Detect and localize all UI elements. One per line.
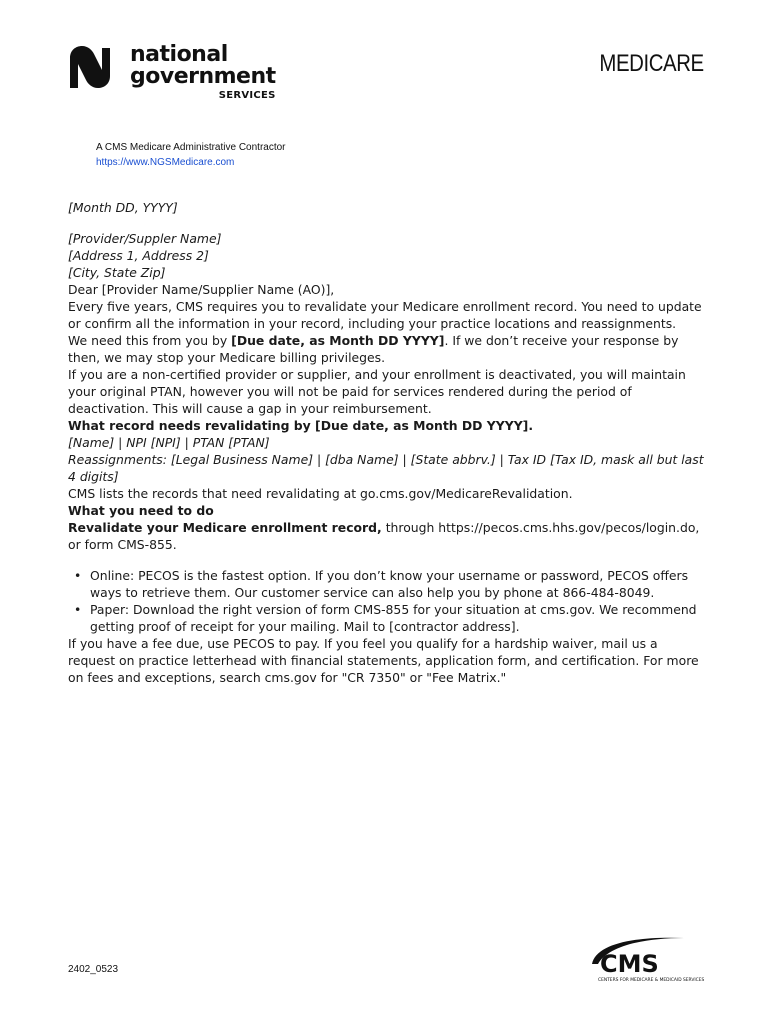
due-text-before: We need this from you by xyxy=(68,333,232,348)
recipient-name: [Provider/Suppler Name] xyxy=(68,231,222,246)
document-code: 2402_0523 xyxy=(68,964,119,975)
cms-logo-tagline: CENTERS FOR MEDICARE & MEDICAID SERVICES xyxy=(598,978,705,983)
letter-date: [Month DD, YYYY] xyxy=(68,200,178,215)
options-list xyxy=(68,567,708,635)
paragraph-deactivation: If you are a non-certified provider or supplier, and your enrollment is deactivated, you will maintain your original PTAN, however you will not be paid for services rendered during the period of deactivation. This will cause a gap in your reimbursement. xyxy=(68,367,686,416)
recipient-city: [City, State Zip] xyxy=(68,265,166,280)
paragraph-fee: If you have a fee due, use PECOS to pay. If you feel you qualify for a hardship waiver, mail us a request on practice letterhead with financial statements, application form, and certification. For more on fees and exceptions, search cms.gov for "CR 7350" or "Fee Matrix." xyxy=(68,636,699,685)
revalidate-rest: through https://pecos.cms.hhs.gov/pecos/login.do, or form CMS-855. xyxy=(68,520,700,552)
salutation: Dear [Provider Name/Supplier Name (AO)], xyxy=(68,282,335,297)
list-item-online: • Online: PECOS is the fastest option. If you don’t know your username or password, PECOS offers ways to retrieve them. Our customer service can also help you by phone at 866-484-8049. xyxy=(68,567,708,601)
record-line: [Name] | NPI [NPI] | PTAN [PTAN] xyxy=(68,435,270,450)
list-item-paper: • Paper: Download the right version of form CMS-855 for your situation at cms.gov. We recommend getting proof of receipt for your mailing. Mail to [contractor address]. xyxy=(68,601,708,635)
ngs-logo xyxy=(66,44,276,103)
paragraph-revalidate-intro: Every five years, CMS requires you to revalidate your Medicare enrollment record. You need to update or confirm all the information in your record, including your practice locations and reassignments. xyxy=(68,299,702,331)
heading-record: What record needs revalidating by [Due date, as Month DD YYYY]. xyxy=(68,418,534,433)
logo-line-services: SERVICES xyxy=(218,90,276,101)
cms-logo-text: CMS xyxy=(600,950,659,978)
revalidate-bold: Revalidate your Medicare enrollment record, xyxy=(68,520,382,535)
due-date-placeholder: [Due date, as Month DD YYYY] xyxy=(231,333,445,348)
ngs-logo-text xyxy=(130,44,276,103)
paragraph-due-date xyxy=(68,332,708,366)
website-link[interactable]: https://www.NGSMedicare.com xyxy=(96,157,235,168)
heading-what-to-do: What you need to do xyxy=(68,503,214,518)
recipient-block xyxy=(68,230,708,281)
contractor-line: A CMS Medicare Administrative Contractor xyxy=(96,142,286,153)
cms-logo xyxy=(574,934,714,984)
program-title: MEDICARE xyxy=(599,50,704,77)
ngs-logo-mark-icon xyxy=(66,44,124,90)
logo-line-government: government xyxy=(130,64,276,89)
reassignments-line: Reassignments: [Legal Business Name] | [dba Name] | [State abbrv.] | Tax ID [Tax ID, mask all but last 4 digits] xyxy=(68,452,704,484)
revalidate-line xyxy=(68,519,708,553)
due-text-after: . If we don’t receive your response by then, we may stop your Medicare billing privileges. xyxy=(68,333,679,365)
letter-body xyxy=(68,199,708,686)
logo-line-national: national xyxy=(130,42,228,67)
recipient-address: [Address 1, Address 2] xyxy=(68,248,209,263)
cms-lists-line: CMS lists the records that need revalidating at go.cms.gov/MedicareRevalidation. xyxy=(68,486,573,501)
